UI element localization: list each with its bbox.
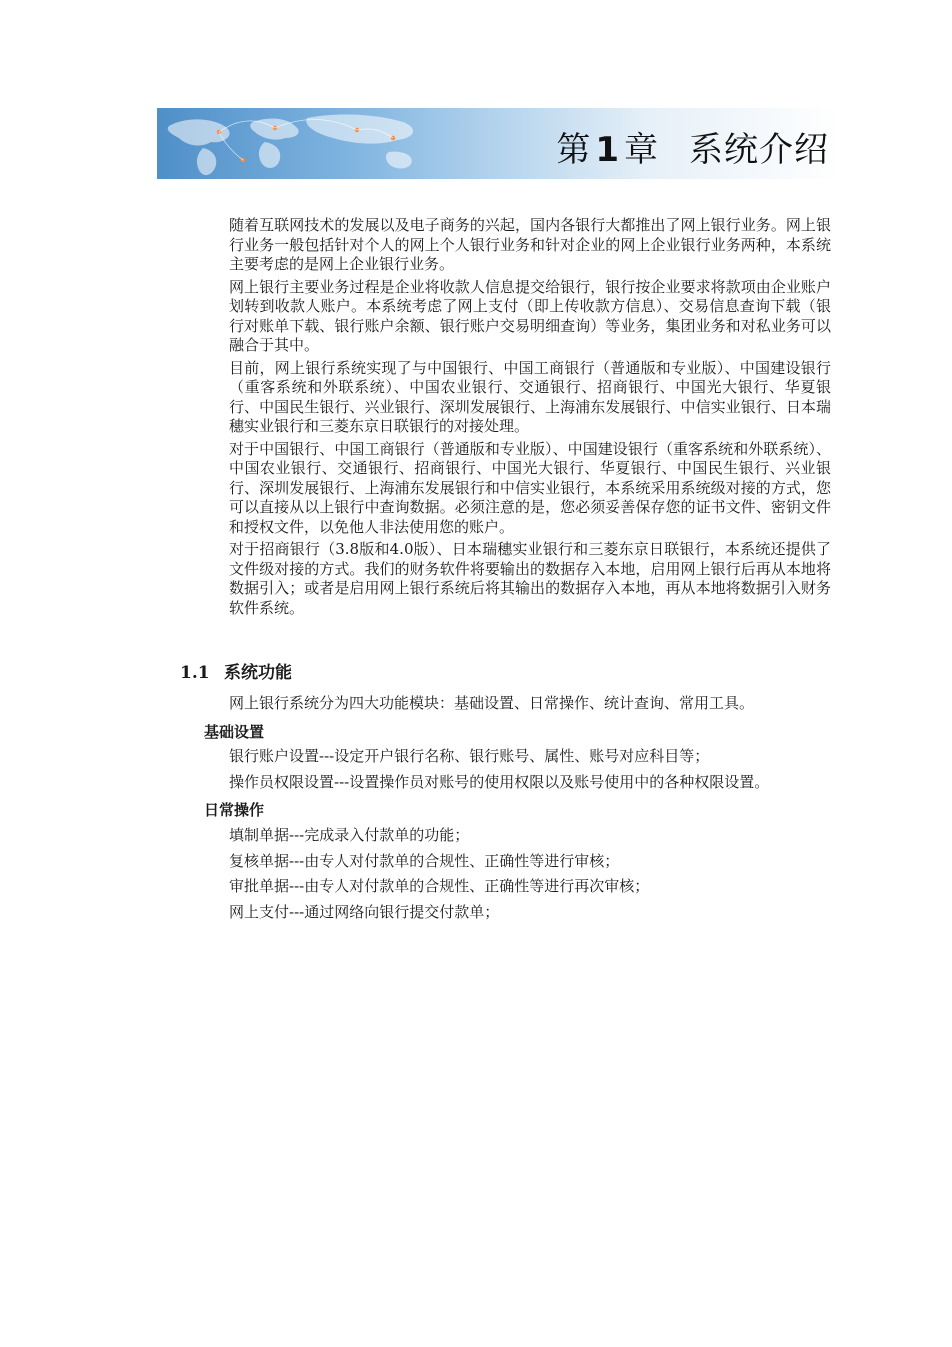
basic-settings-list <box>229 747 839 798</box>
chapter-name: 系统介绍 <box>689 130 829 170</box>
daily-operations-list <box>229 826 839 928</box>
chapter-banner <box>157 108 841 179</box>
summary-text: 网上银行系统分为四大功能模块：基础设置、日常操作、统计查询、常用工具。 <box>229 694 755 712</box>
intro-body <box>229 216 831 621</box>
section-number: 1.1 <box>180 663 210 683</box>
intro-paragraph: 目前，网上银行系统实现了与中国银行、中国工商银行（普通版和专业版）、中国建设银行（重客系统和外联系统）、中国农业银行、交通银行、招商银行、中国光大银行、华夏银行、中国民生银行、兴业银行、深圳发展银行、上海浦东发展银行、中信实业银行、日本瑞穗实业银行和三菱东京日联银行的对接处理。 <box>229 358 831 435</box>
list-item: 银行账户设置---设定开户银行名称、银行账号、属性、账号对应科目等； <box>229 747 710 765</box>
world-map-icon <box>157 108 577 179</box>
intro-paragraph: 对于招商银行（3.8版和4.0版）、日本瑞穗实业银行和三菱东京日联银行，本系统还提供了文件级对接的方式。我们的财务软件将要输出的数据存入本地，启用网上银行后再从本地将数据引入；或者是启用网上银行系统后将其输出的数据存入本地，再从本地将数据引入财务软件系统。 <box>229 540 831 617</box>
chapter-suffix: 章 <box>624 130 659 170</box>
chapter-title <box>556 122 829 171</box>
section-heading <box>180 658 292 683</box>
subheading-basic-settings: 基础设置 <box>204 723 265 741</box>
section-summary <box>229 694 839 720</box>
list-item: 网上支付---通过网络向银行提交付款单； <box>229 902 500 921</box>
section-title: 系统功能 <box>224 663 292 683</box>
chapter-prefix: 第 <box>556 130 592 170</box>
intro-paragraph: 对于中国银行、中国工商银行（普通版和专业版）、中国建设银行（重客系统和外联系统）、中国农业银行、交通银行、招商银行、中国光大银行、华夏银行、中国民生银行、兴业银行、深圳发展银行、上海浦东发展银行和中信实业银行，本系统采用系统级对接的方式，您可以直接从以上银行中查询数据。必须注意的是，您必须妥善保存您的证书文件、密钥文件和授权文件，以免他人非法使用您的账户。 <box>229 439 831 536</box>
intro-paragraph: 网上银行主要业务过程是企业将收款人信息提交给银行，银行按企业要求将款项由企业账户划转到收款人账户。本系统考虑了网上支付（即上传收款方信息）、交易信息查询下载（银行对账单下载、银行账户余额、银行账户交易明细查询）等业务，集团业务和对私业务可以融合于其中。 <box>229 277 831 354</box>
subheading-daily-operations: 日常操作 <box>204 801 265 819</box>
list-item: 填制单据---完成录入付款单的功能； <box>229 826 470 844</box>
list-item: 操作员权限设置---设置操作员对账号的使用权限以及账号使用中的各种权限设置。 <box>229 772 770 791</box>
list-item: 审批单据---由专人对付款单的合规性、正确性等进行再次审核； <box>229 877 650 895</box>
intro-paragraph: 随着互联网技术的发展以及电子商务的兴起，国内各银行大都推出了网上银行业务。网上银行业务一般包括针对个人的网上个人银行业务和针对企业的网上企业银行业务两种，本系统主要考虑的是网上企业银行业务。 <box>229 216 831 273</box>
chapter-number: 1 <box>595 130 620 170</box>
list-item: 复核单据---由专人对付款单的合规性、正确性等进行审核； <box>229 851 620 870</box>
